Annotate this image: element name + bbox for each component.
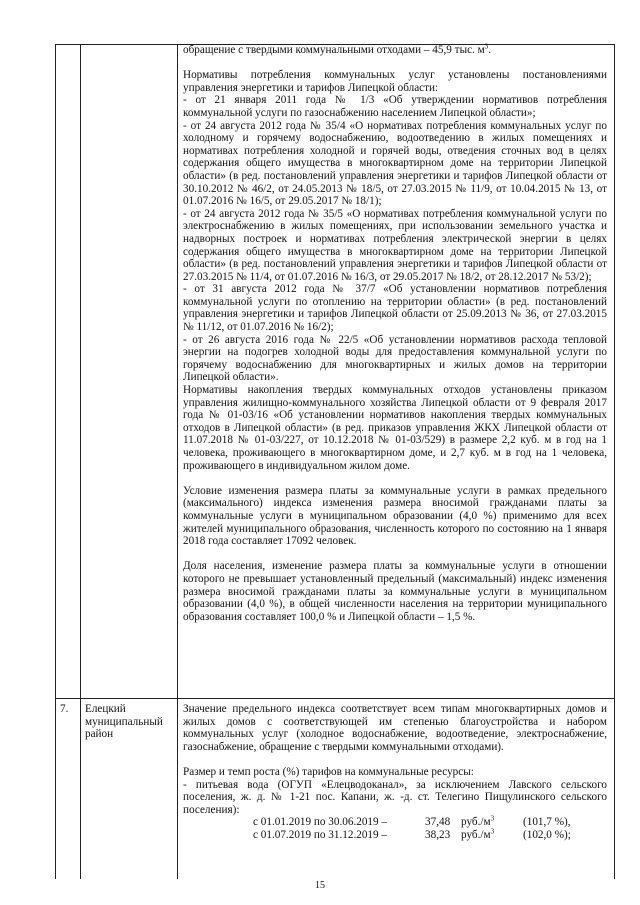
table-border-left <box>55 44 56 879</box>
tariff-unit: $руб./м^3$ <box>461 827 495 841</box>
paragraph: - от 26 августа 2016 года № 22/5 «Об установлении нормативов расхода тепловой энергии на подогрев холодной воды для предоставления коммунальной услуги по горячему водоснабжению для многоквартирных и жилых домов на территории Липецкой области». <box>183 333 607 384</box>
tariff-growth: (102,0 %); <box>523 828 571 841</box>
paragraph: Условие изменения размера платы за коммунальные услуги в рамках предельного (максимального) индекса изменения размера вносимой гражданами платы за коммунальные услуги в муниципальном образовании (4,0 %) применимо для всех жителей муниципального образования, численность которого по состоянию на 1 января 2018 года составляет 17092 человек. <box>183 484 607 548</box>
table-column-divider <box>177 44 178 879</box>
tariff-growth: (101,7 %), <box>523 816 571 829</box>
tariff-period: с 01.01.2019 по 30.06.2019 – <box>253 816 388 829</box>
paragraph: Нормативы накопления твердых коммунальных отходов установлены приказом управления жилищно-коммунального хозяйства Липецкой области от 9 февраля 2017 года № 01-03/16 «Об установлении нормативов накопления твердых коммунальных отходов в Липецкой области» (в ред. приказов управления ЖКХ Липецкой области от 11.07.2018 № 01-03/227, от 10.12.2018 № 01-03/529) в размере 2,2 куб. м в год на 1 человека, проживающего в многоквартирном доме, и 2,7 куб. м в год на 1 человека, проживающего в индивидуальном жилом доме. <box>183 384 607 472</box>
paragraph: - от 24 августа 2012 года № 35/4 «О нормативах потребления коммунальных услуг по холодному и горячему водоснабжению, водоотведению в жилых помещениях и нормативах потребления холодной и горячей воды, отведения сточных вод в целях содержания общего имущества в многоквартирном доме на территории Липецкой области» (в ред. постановлений управления энергетики и тарифов Липецкой области от 30.10.2012 № 46/2, от 24.05.2013 № 18/5, от 27.03.2015 № 11/9, от 10.04.2015 № 13, от 01.07.2016 № 16/5, от 29.05.2017 № 18/1); <box>183 119 607 208</box>
tariff-value: 37,48 <box>425 816 451 829</box>
page-number: 15 <box>315 880 325 891</box>
previous-row-content <box>183 44 607 623</box>
tariff-unit: $руб./м^3$ <box>461 814 495 829</box>
table-column-divider <box>80 44 81 879</box>
paragraph: обращение с твердыми коммунальными отходами – 45,9 тыс. $м^3$. <box>183 42 492 56</box>
paragraph: - от 31 августа 2012 года № 37/7 «Об установлении нормативов потребления коммунальной услуги по отоплению на территории области» (в ред. постановлений управления энергетики и тарифов Липецкой области от 25.09.2013 № 36, от 27.03.2015 № 11/12, от 01.07.2016 № 16/2); <box>183 283 607 334</box>
paragraph: - питьевая вода (ОГУП «Елецводоканал», за исключением Лавского сельского поселения, ж. д. № 1-21 пос. Капани, ж. -д. ст. Телегино Пищулинского сельского поселения): <box>183 778 607 816</box>
row-divider <box>55 698 615 699</box>
paragraph: Доля населения, изменение размера платы за коммунальные услуги в отношении которого не превышает установленный предельный (максимальный) индекс изменения размера вносимой гражданами платы за коммунальные услуги в муниципальном образовании (4,0 %), в общей численности населения на территории муниципального образования составляет 100,0 % и Липецкой области – 1,5 %. <box>183 560 607 623</box>
paragraph: - от 21 января 2011 года № 1/3 «Об утверждении нормативов потребления коммунальной услуги по газоснабжению населением Липецкой области»; <box>183 94 607 119</box>
paragraph: - от 24 августа 2012 года № 35/5 «О нормативах потребления коммунальной услуги по электроснабжению в жилых помещениях, при использовании земельного участка и надворных построек и нормативах потребления электрической энергии в целях содержания общего имущества в многоквартирном доме на территории Липецкой области» (в ред. постановлений управления энергетики и тарифов Липецкой области от 27.03.2015 № 11/4, от 01.07.2016 № 16/3, от 29.05.2017 № 18/2, от 28.12.2017 № 53/2); <box>183 207 607 283</box>
paragraph: Нормативы потребления коммунальных услуг установлены постановлениями управления энергетики и тарифов Липецкой области: <box>183 69 607 94</box>
table-border-right <box>614 44 615 879</box>
tariff-row <box>183 816 607 829</box>
row-number: 7. <box>60 703 69 715</box>
tariff-row <box>183 829 607 842</box>
tariff-value: 38,23 <box>425 828 451 841</box>
row7-content <box>183 703 607 842</box>
paragraph: Размер и темп роста (%) тарифов на коммунальные ресурсы: <box>183 765 474 778</box>
district-name: Елецкий муниципальный район <box>85 703 163 741</box>
tariff-period: с 01.07.2019 по 31.12.2019 – <box>253 828 388 841</box>
data-table <box>55 44 615 879</box>
paragraph: Значение предельного индекса соответствует всем типам многоквартирных домов и жилых домов с соответствующей им степенью благоустройства и набором коммунальных услуг (холодное водоснабжение, водоотведение, электроснабжение, газоснабжение, обращение с твердыми коммунальными отходами). <box>183 703 607 753</box>
